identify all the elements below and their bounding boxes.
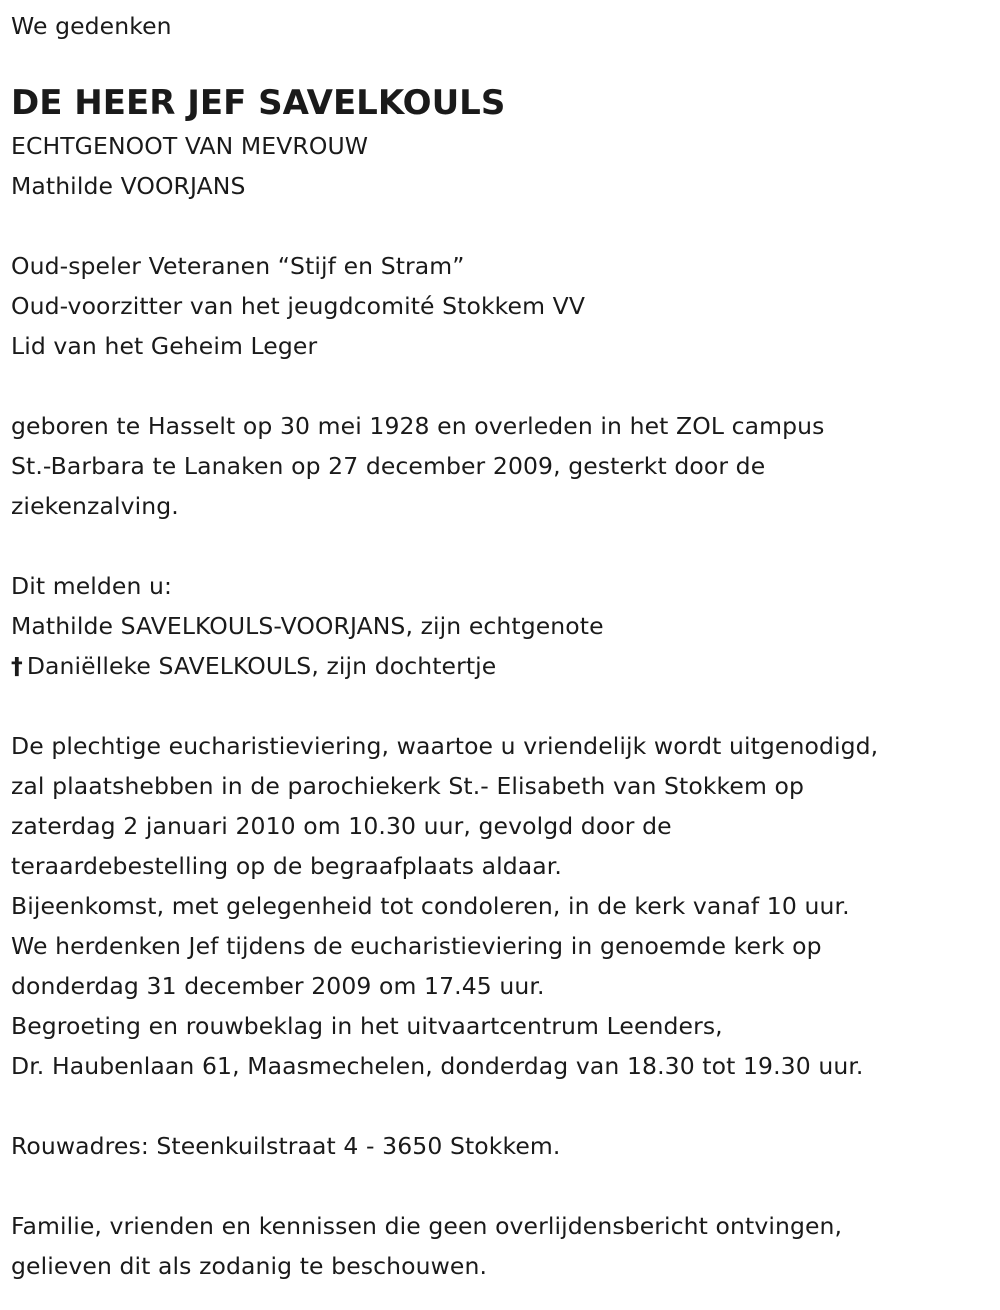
intro-text: We gedenken	[11, 12, 172, 40]
deceased-name: DE HEER JEF SAVELKOULS	[11, 83, 506, 123]
announcer-daughter	[11, 646, 1000, 686]
ceremony-line: Bijeenkomst, met gelegenheid tot condoleren, in de kerk vanaf 10 uur.	[11, 892, 850, 920]
birth-death-line: St.-Barbara te Lanaken op 27 december 2009, gesterkt door de	[11, 452, 766, 480]
ceremony-line: zal plaatshebben in de parochiekerk St.- Elisabeth van Stokkem op	[11, 772, 805, 800]
announcers-heading: Dit melden u:	[11, 572, 173, 600]
ceremony-line: Begroeting en rouwbeklag in het uitvaartcentrum Leenders,	[11, 1012, 723, 1040]
birth-death-line: ziekenzalving.	[11, 492, 179, 520]
role-line: Oud-voorzitter van het jeugdcomité Stokkem VV	[11, 292, 586, 320]
mourning-address: Rouwadres: Steenkuilstraat 4 - 3650 Stokkem.	[11, 1132, 561, 1160]
birth-death-section	[11, 406, 1000, 526]
closing-line: gelieven dit als zodanig te beschouwen.	[11, 1252, 488, 1280]
ceremony-line: teraardebestelling op de begraafplaats aldaar.	[11, 852, 562, 880]
ceremony-section	[11, 726, 1000, 1086]
roles-section	[11, 246, 1000, 366]
ceremony-line: donderdag 31 december 2009 om 17.45 uur.	[11, 972, 545, 1000]
ceremony-line: De plechtige eucharistieviering, waartoe u vriendelijk wordt uitgenodigd,	[11, 732, 879, 760]
spouse-relation: ECHTGENOOT VAN MEVROUW	[11, 132, 369, 160]
role-line: Lid van het Geheim Leger	[11, 332, 318, 360]
announcer-spouse: Mathilde SAVELKOULS-VOORJANS, zijn echtgenote	[11, 612, 604, 640]
ceremony-line: We herdenken Jef tijdens de eucharistieviering in genoemde kerk op	[11, 932, 822, 960]
announcers-section	[11, 566, 1000, 686]
closing-line: Familie, vrienden en kennissen die geen overlijdensbericht ontvingen,	[11, 1212, 843, 1240]
birth-death-line: geboren te Hasselt op 30 mei 1928 en overleden in het ZOL campus	[11, 412, 825, 440]
spouse-name: Mathilde VOORJANS	[11, 172, 246, 200]
ceremony-line: Dr. Haubenlaan 61, Maasmechelen, donderdag van 18.30 tot 19.30 uur.	[11, 1052, 864, 1080]
daughter-text: Daniëlleke SAVELKOULS, zijn dochtertje	[26, 652, 497, 680]
ceremony-line: zaterdag 2 januari 2010 om 10.30 uur, gevolgd door de	[11, 812, 672, 840]
closing-section	[11, 1206, 1000, 1286]
role-line: Oud-speler Veteranen “Stijf en Stram”	[11, 252, 465, 280]
cross-icon: †	[11, 652, 23, 680]
